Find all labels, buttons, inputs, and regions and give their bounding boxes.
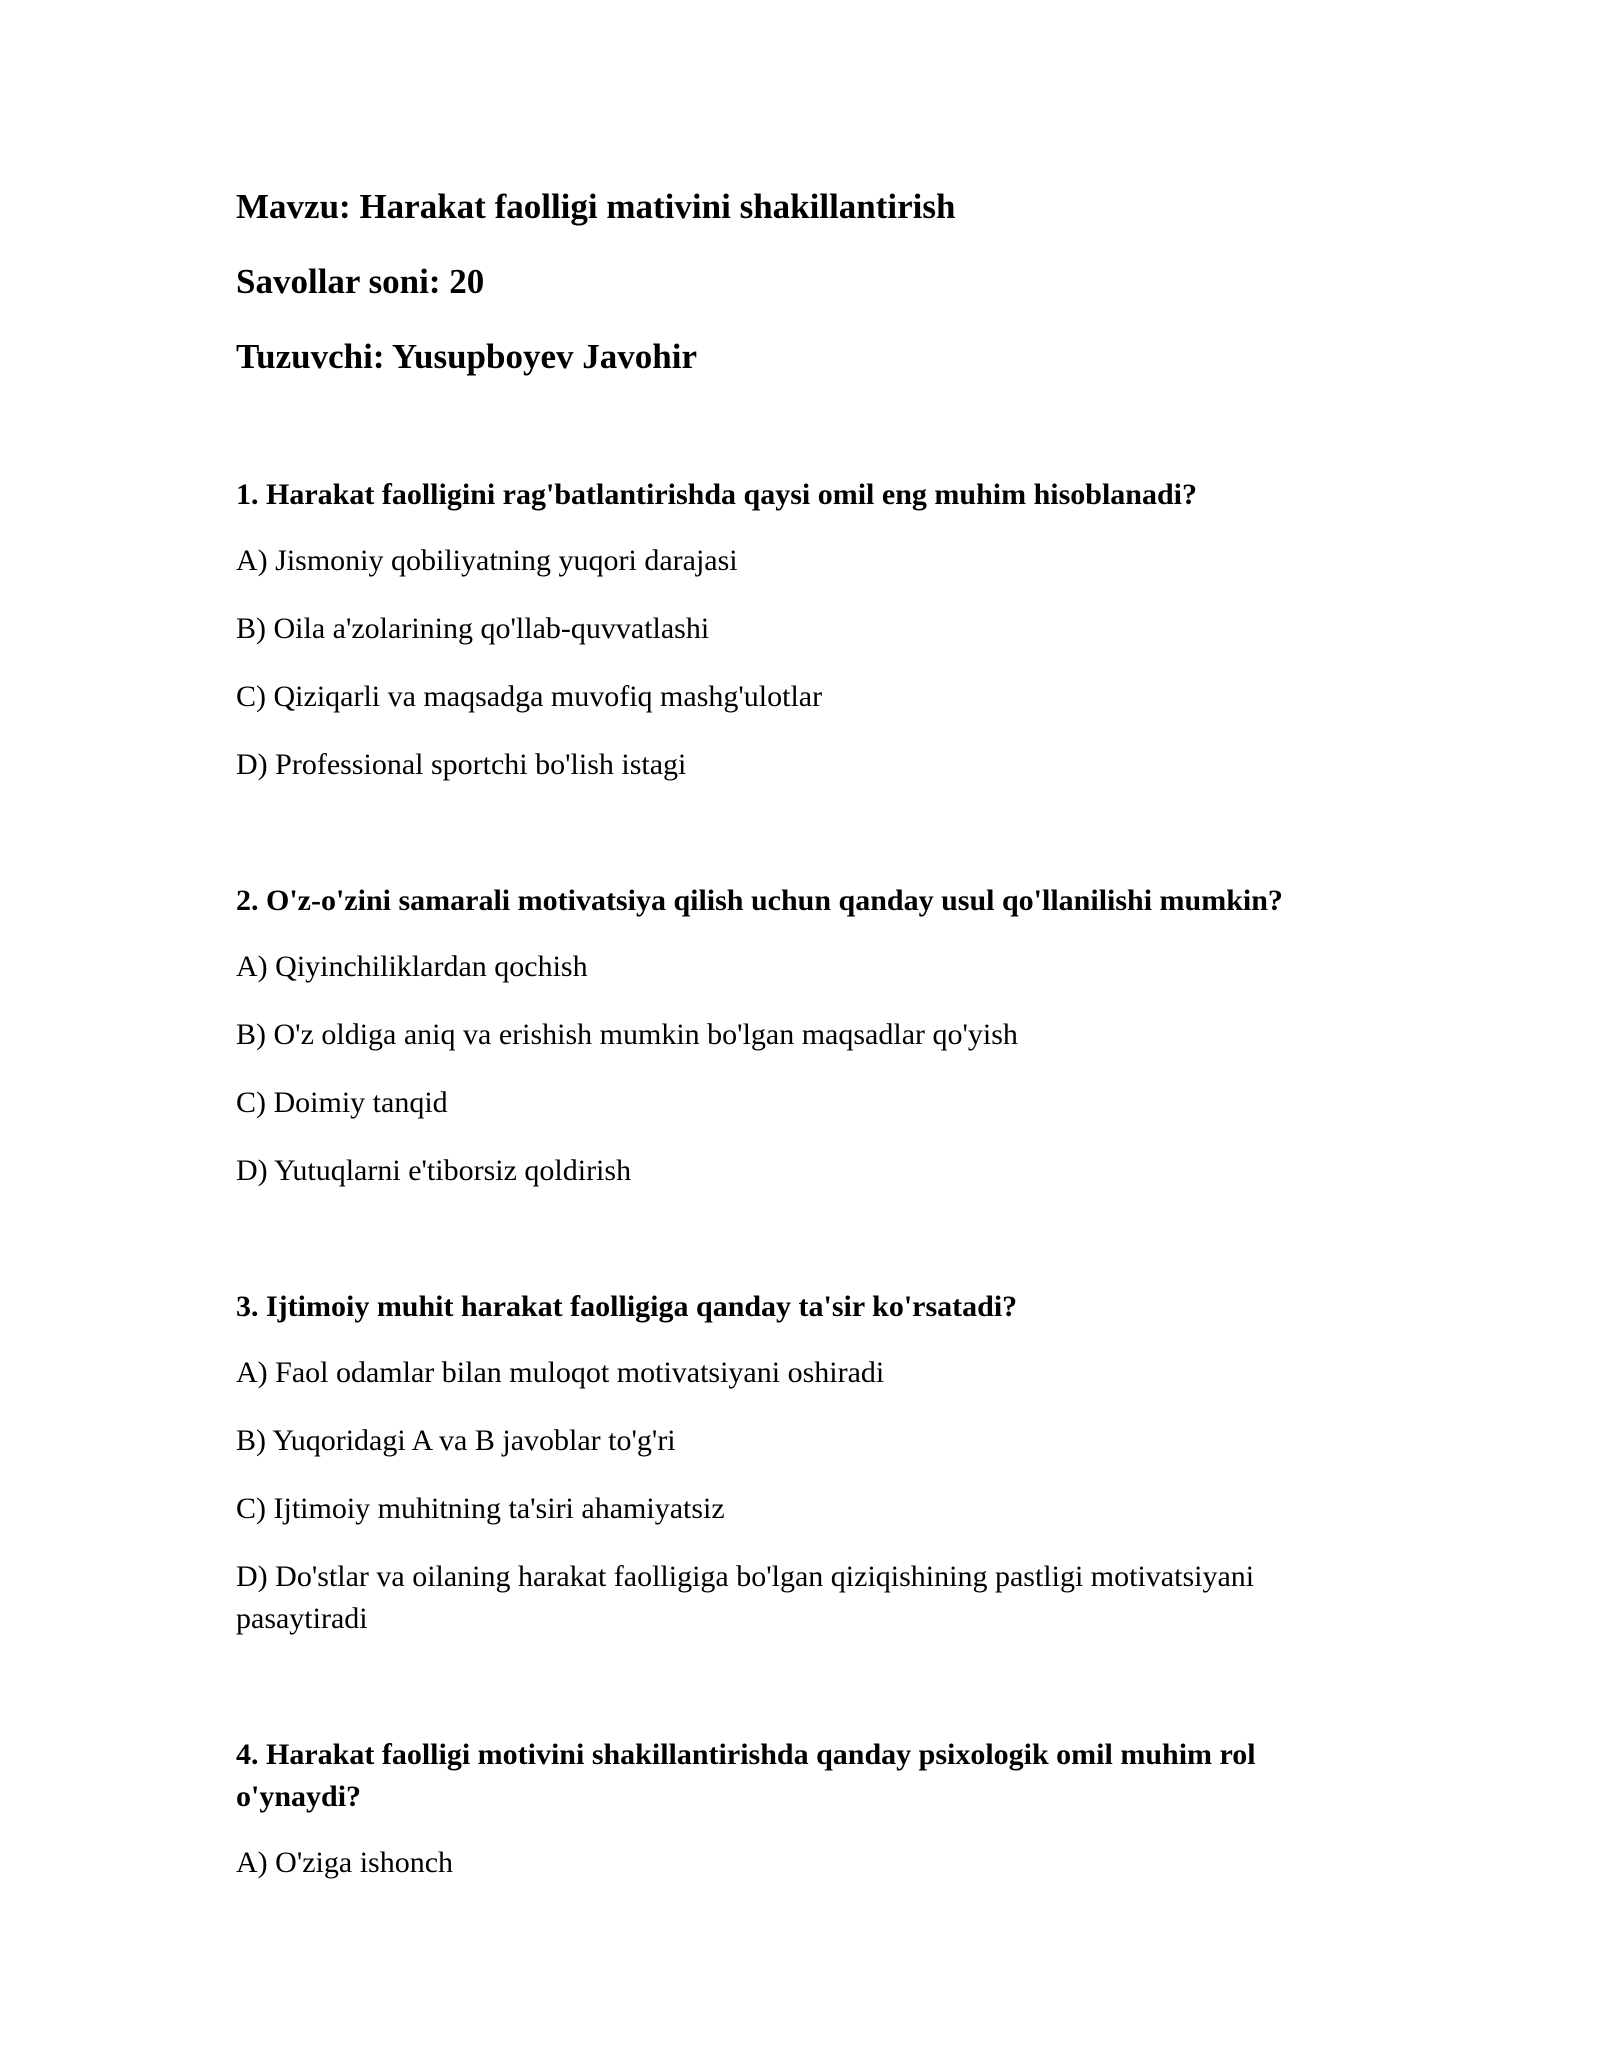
option-c: C) Qiziqarli va maqsadga muvofiq mashg'ulotlar: [236, 680, 823, 713]
option-a: A) O'ziga ishonch: [236, 1846, 454, 1879]
question-4: [236, 1734, 1340, 1884]
option-d: D) Do'stlar va oilaning harakat faolligiga bo'lgan qiziqishining pastligi motivatsiyani pasaytiradi: [236, 1560, 1255, 1635]
option-a: A) Qiyinchiliklardan qochish: [236, 950, 588, 983]
question-count-heading: Savollar soni: 20: [236, 262, 485, 301]
option-a: A) Faol odamlar bilan muloqot motivatsiyani oshiradi: [236, 1356, 885, 1389]
question-1: [236, 474, 1340, 786]
question-3: [236, 1286, 1340, 1640]
option-b: B) Yuqoridagi A va B javoblar to'g'ri: [236, 1424, 676, 1457]
question-text: 1. Harakat faolligini rag'batlantirishda qaysi omil eng muhim hisoblanadi?: [236, 478, 1197, 511]
topic-heading: Mavzu: Harakat faolligi mativini shakillantirish: [236, 187, 956, 226]
option-a: A) Jismoniy qobiliyatning yuqori darajasi: [236, 544, 738, 577]
option-c: C) Ijtimoiy muhitning ta'siri ahamiyatsiz: [236, 1492, 725, 1525]
option-b: B) O'z oldiga aniq va erishish mumkin bo'lgan maqsadlar qo'yish: [236, 1018, 1018, 1051]
author-heading: Tuzuvchi: Yusupboyev Javohir: [236, 337, 697, 376]
question-text: 4. Harakat faolligi motivini shakillantirishda qanday psixologik omil muhim rol o'ynaydi?: [236, 1738, 1256, 1813]
option-b: B) Oila a'zolarining qo'llab-quvvatlashi: [236, 612, 710, 645]
question-2: [236, 880, 1340, 1192]
question-text: 2. O'z-o'zini samarali motivatsiya qilish uchun qanday usul qo'llanilishi mumkin?: [236, 884, 1283, 917]
option-d: D) Yutuqlarni e'tiborsiz qoldirish: [236, 1154, 632, 1187]
question-text: 3. Ijtimoiy muhit harakat faolligiga qanday ta'sir ko'rsatadi?: [236, 1290, 1018, 1323]
option-c: C) Doimiy tanqid: [236, 1086, 448, 1119]
option-d: D) Professional sportchi bo'lish istagi: [236, 748, 687, 781]
